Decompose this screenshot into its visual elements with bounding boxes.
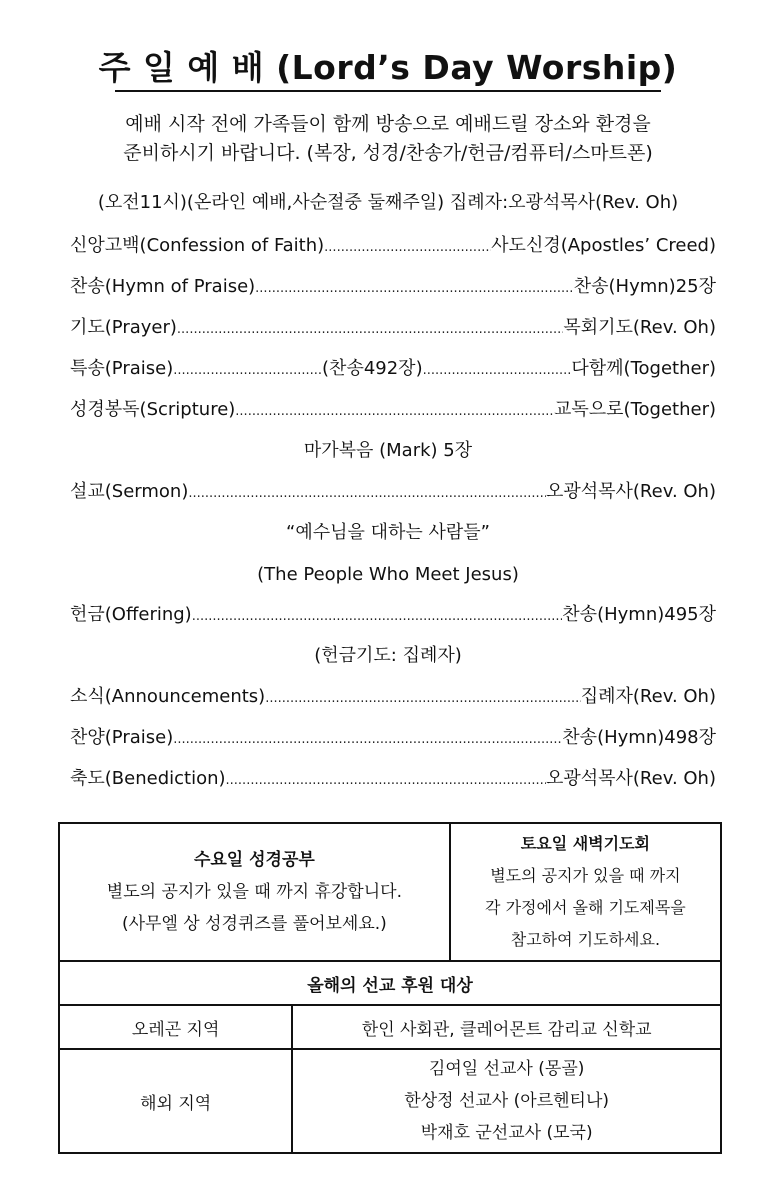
scripture-reference: 마가복음 (Mark) 5장	[303, 440, 473, 461]
wednesday-bible-study-cell	[59, 823, 450, 961]
missionary-item: 한상정 선교사 (아르헨티나)	[404, 1091, 610, 1111]
order-row-praise	[70, 723, 716, 753]
order-item-label: 성경봉독(Scripture)	[70, 399, 236, 420]
sermon-title-korean: “예수님을 대하는 사람들”	[286, 522, 490, 543]
order-row-scripture	[70, 395, 716, 425]
intro-line-2: 준비하시기 바랍니다. (복장, 성경/찬송가/헌금/컴퓨터/스마트폰)	[123, 142, 653, 164]
wednesday-line-2: (사무엘 상 성경퀴즈를 풀어보세요.)	[122, 914, 387, 934]
title-underline	[115, 90, 661, 92]
missionary-item: 박재호 군선교사 (모국)	[420, 1123, 593, 1143]
saturday-line-2: 각 가정에서 올해 기도제목을	[485, 898, 686, 917]
leader-dots	[255, 274, 574, 304]
wednesday-title: 수요일 성경공부	[193, 850, 315, 870]
order-row-hymn-of-praise	[70, 272, 716, 302]
order-item-label: 찬양(Praise)	[70, 727, 174, 748]
leader-dots	[226, 766, 546, 796]
order-row-sermon	[70, 477, 716, 507]
order-item-label: 신앙고백(Confession of Faith)	[70, 235, 325, 256]
order-row-benediction	[70, 764, 716, 794]
leader-dots	[265, 684, 581, 714]
leader-dots	[235, 397, 554, 427]
notice-table	[58, 822, 722, 1154]
mission-header-row	[59, 961, 721, 1005]
order-item-label: 특송(Praise)	[70, 358, 174, 379]
page-title: 주 일 예 배 (Lord’s Day Worship)	[98, 48, 678, 87]
mission-overseas-row	[59, 1049, 721, 1153]
oregon-value: 한인 사회관, 클레어몬트 감리교 신학교	[292, 1005, 721, 1049]
saturday-line-3: 참고하여 기도하세요.	[510, 930, 661, 949]
order-item-label: 기도(Prayer)	[70, 317, 177, 338]
order-item-value: 교독으로(Together)	[554, 399, 716, 420]
missionary-item: 김여일 선교사 (몽골)	[428, 1059, 585, 1079]
leader-dots	[173, 356, 322, 386]
intro-line-1: 예배 시작 전에 가족들이 함께 방송으로 예배드릴 장소와 환경을	[125, 113, 651, 135]
offering-prayer-note: (헌금기도: 집례자)	[314, 645, 462, 666]
order-item-value: 다함께(Together)	[571, 358, 716, 379]
notice-row-bible-study	[59, 823, 721, 961]
order-item-label: 헌금(Offering)	[70, 604, 192, 625]
leader-dots	[188, 479, 546, 509]
mission-oregon-row	[59, 1005, 721, 1049]
order-item-value: 찬송(Hymn)498장	[562, 727, 716, 748]
order-row-special-praise	[70, 354, 716, 384]
sermon-title-english: (The People Who Meet Jesus)	[257, 564, 519, 585]
service-meta: (오전11시)(온라인 예배,사순절중 둘째주일) 집례자:오광석목사(Rev. Oh)	[97, 192, 679, 213]
order-item-value: 목회기도(Rev. Oh)	[563, 317, 716, 338]
leader-dots	[173, 725, 562, 755]
order-item-value: 오광석목사(Rev. Oh)	[545, 768, 716, 789]
leader-dots	[423, 356, 572, 386]
order-row-announcements	[70, 682, 716, 712]
overseas-label: 해외 지역	[59, 1049, 292, 1153]
leader-dots	[324, 233, 491, 263]
oregon-label: 오레곤 지역	[59, 1005, 292, 1049]
order-item-label: 축도(Benediction)	[70, 768, 226, 789]
order-row-prayer	[70, 313, 716, 343]
order-item-value: 사도신경(Apostles’ Creed)	[491, 235, 716, 256]
leader-dots	[177, 315, 563, 345]
order-item-value: 오광석목사(Rev. Oh)	[545, 481, 716, 502]
intro-text	[0, 110, 776, 168]
order-item-value: 집례자(Rev. Oh)	[580, 686, 716, 707]
leader-dots	[192, 602, 563, 632]
wednesday-line-1: 별도의 공지가 있을 때 까지 휴강합니다.	[106, 882, 402, 902]
saturday-title: 토요일 새벽기도회	[520, 834, 650, 853]
order-item-label: 설교(Sermon)	[70, 481, 189, 502]
order-item-label: 찬송(Hymn of Praise)	[70, 276, 256, 297]
saturday-prayer-cell	[450, 823, 721, 961]
order-item-value: 찬송(Hymn)25장	[573, 276, 716, 297]
order-item-value: 찬송(Hymn)495장	[562, 604, 716, 625]
mission-title: 올해의 선교 후원 대상	[59, 961, 721, 1005]
order-row-offering	[70, 600, 716, 630]
saturday-line-1: 별도의 공지가 있을 때 까지	[490, 866, 681, 885]
order-item-label: 소식(Announcements)	[70, 686, 266, 707]
order-item-middle: (찬송492장)	[322, 358, 423, 379]
overseas-list	[292, 1049, 721, 1153]
order-row-confession	[70, 231, 716, 261]
